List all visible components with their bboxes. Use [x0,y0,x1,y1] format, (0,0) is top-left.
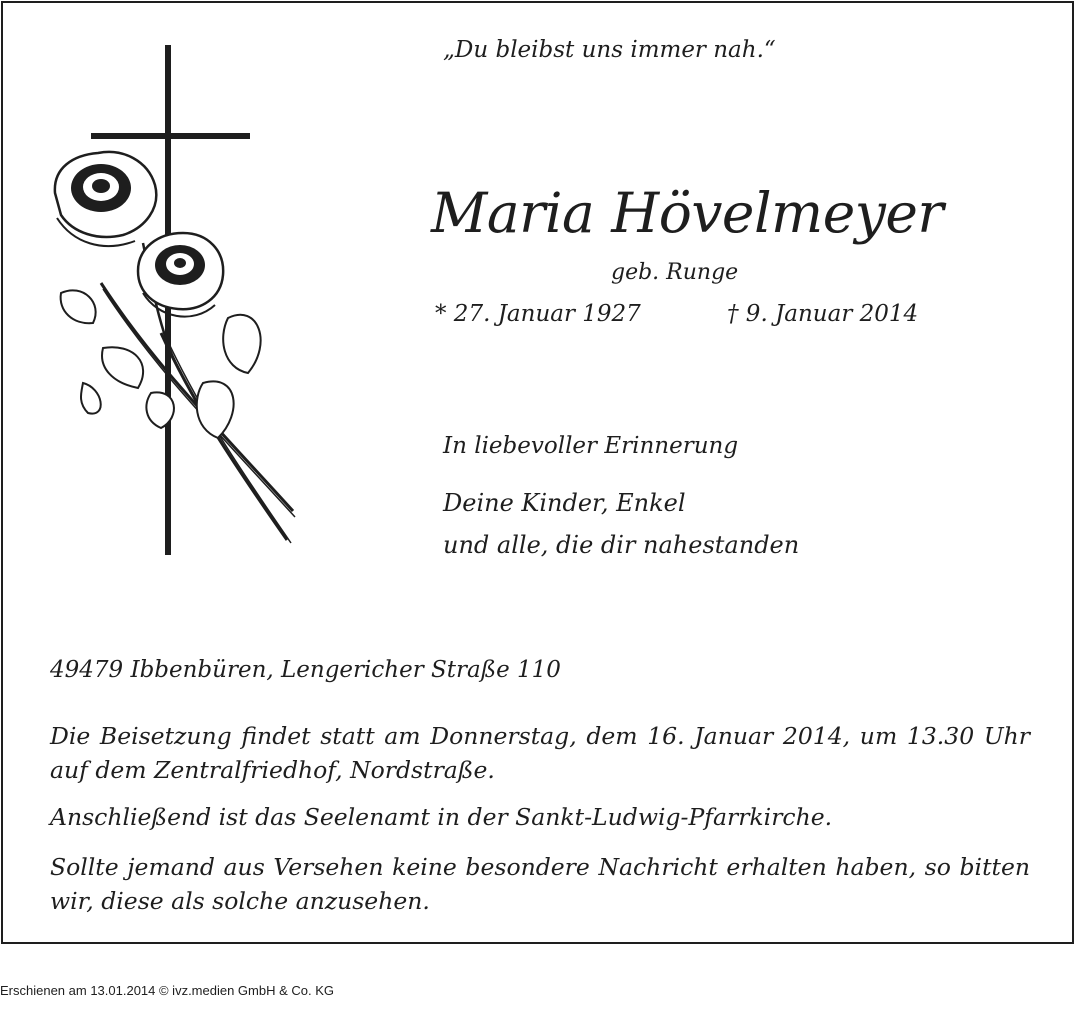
birth-date: * 27. Januar 1927 [435,301,641,327]
deceased-name: Maria Hövelmeyer [431,181,944,245]
requiem-paragraph: Anschließend ist das Seelenamt in der Sankt-Ludwig-Pfarrkirche. [50,803,833,831]
funeral-paragraph: Die Beisetzung findet statt am Donnerstag, dem 16. Januar 2014, um 13.30 Uhr auf dem Zentralfriedhof, Nordstraße. [50,722,1030,784]
signatures [443,482,799,566]
signature-line: und alle, die dir nahestanden [443,531,800,559]
remembrance-line: In liebevoller Erinnerung [443,433,739,459]
obituary-frame [1,1,1074,944]
signature-line: Deine Kinder, Enkel [443,489,686,517]
notice-paragraph: Sollte jemand aus Versehen keine besondere Nachricht erhalten haben, so bitten wir, diese als solche anzusehen. [50,853,1030,915]
death-date: † 9. Januar 2014 [727,301,919,327]
cross-with-roses-icon [43,43,313,558]
maiden-name: geb. Runge [611,260,739,285]
epitaph-quote: „Du bleibst uns immer nah.“ [443,37,776,63]
address: 49479 Ibbenbüren, Lengericher Straße 110 [50,657,561,683]
publication-footer: Erschienen am 13.01.2014 © ivz.medien GmbH & Co. KG [0,983,335,998]
